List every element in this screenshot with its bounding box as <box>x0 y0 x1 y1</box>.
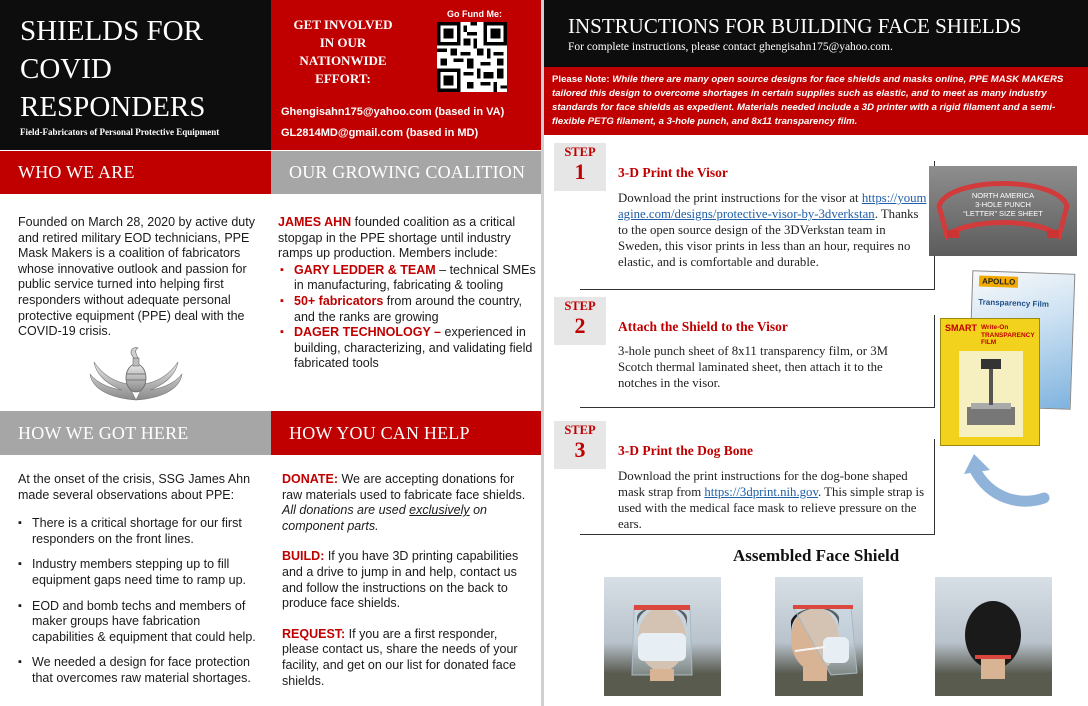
list-item: ▪ There is a critical shortage for our first responders on the front lines. <box>18 516 258 547</box>
request-paragraph <box>282 627 532 689</box>
step-3-title: 3-D Print the Dog Bone <box>618 443 753 458</box>
step-number: 2 <box>574 313 586 338</box>
step-1-title: 3-D Print the Visor <box>618 165 728 180</box>
build-paragraph <box>282 549 532 611</box>
list-item <box>280 325 536 372</box>
list-item <box>280 294 536 325</box>
get-involved-line: EFFORT: <box>315 71 371 86</box>
step-3-text <box>618 468 930 532</box>
step-3-badge <box>554 421 606 469</box>
page-title <box>20 12 205 126</box>
get-involved-line: GET INVOLVED <box>293 17 393 32</box>
qr-code-icon[interactable] <box>437 22 507 92</box>
donate-note-b: exclusively <box>409 503 470 518</box>
note-text: While there are many open source designs for face shields and masks online, PPE MASK MAKERS tailored this design to overcome shortages in certain supplies such as elastic, and to meet as many industry standards for face shields as expedient. Materials needed include a 3D printer with a rigid filament and a semi-flexible PETG filament, a 3-hole punch, and 8x11 transparency film. <box>552 74 1064 127</box>
coalition-text <box>278 215 536 372</box>
member-desc: experienced in building, characterizing, and validating field fabricated tools <box>294 325 533 371</box>
step-2-text: 3-hole punch sheet of 8x11 transparency film, or 3M Scotch thermal laminated sheet, then attach it to the notches in the visor. <box>618 344 888 390</box>
title-line: COVID <box>20 53 112 85</box>
request-label: REQUEST: <box>282 626 346 641</box>
step-2-title: Attach the Shield to the Visor <box>618 319 788 334</box>
donate-label: DONATE: <box>282 472 339 486</box>
member-desc: – technical SMEs in manufacturing, fabricating & tooling <box>294 262 536 293</box>
step-2-badge <box>554 297 606 345</box>
dog-bone-download-link[interactable]: https://3dprint.nih.gov <box>704 485 819 499</box>
how-we-got-here-intro: At the onset of the crisis, SSG James Ahn made several observations about PPE: <box>18 472 251 502</box>
who-we-are-header: WHO WE ARE <box>0 151 271 194</box>
coalition-list <box>280 263 536 372</box>
assembled-title: Assembled Face Shield <box>733 546 900 565</box>
list-item: ▪ We needed a design for face protection that overcomes raw material shortages. <box>18 655 258 686</box>
note-label: Please Note: <box>552 74 610 85</box>
coalition-founder: JAMES AHN <box>278 215 352 229</box>
donate-note-a: All donations are used <box>282 503 410 518</box>
step-number: 3 <box>574 437 586 462</box>
get-involved-heading <box>279 16 407 88</box>
how-you-can-help-text <box>282 472 532 689</box>
donate-paragraph <box>282 472 532 534</box>
instructions-subtitle: For complete instructions, please contact ghengisahn175@yahoo.com. <box>568 41 893 53</box>
observations-list <box>18 516 258 686</box>
member-desc: from around the country, and the ranks are growing <box>294 293 523 324</box>
visor-caption <box>929 191 1077 218</box>
visor-image <box>929 166 1077 256</box>
request-text: If you are a first responder, please contact us, share the needs of your facility, and get on our list for donated face shields. <box>282 626 518 688</box>
step-3-pre: Download the print instructions for the dog-bone shaped mask strap from <box>618 469 908 499</box>
step-1-post: . Thanks to the open source design of the 3DVerkstan team in Sweden, this visor prints in less than an hour, requires no elastic, and is comfortable and durable. <box>618 207 919 269</box>
list-item: ▪ Industry members stepping up to fill equipment gaps need time to ramp up. <box>18 557 258 588</box>
get-involved-line: NATIONWIDE <box>299 53 387 68</box>
smart-brand: SMART <box>945 323 977 333</box>
step-3-post: . This simple strap is used with the medical face mask to relieve pressure on the ears. <box>618 485 925 531</box>
visor-caption-line: 3-HOLE PUNCH <box>975 200 1031 209</box>
page-subtitle: Field-Fabricators of Personal Protective Equipment <box>20 127 220 137</box>
get-involved-line: IN OUR <box>319 35 367 50</box>
get-involved-block <box>271 0 541 150</box>
contact-email-va[interactable]: Ghengisahn175@yahoo.com (based in VA) <box>281 106 505 118</box>
coalition-intro <box>278 215 536 262</box>
build-label: BUILD: <box>282 549 325 564</box>
instructions-title: INSTRUCTIONS FOR BUILDING FACE SHIELDS <box>568 14 1022 38</box>
how-we-got-here-text <box>18 472 258 687</box>
coalition-header: OUR GROWING COALITION <box>271 151 541 194</box>
step-1-badge <box>554 143 606 191</box>
smart-film-box <box>940 318 1040 446</box>
projector-image <box>959 351 1023 437</box>
list-item: ▪ EOD and bomb techs and members of maker groups have fabrication capabilities & equipment that could help. <box>18 599 258 646</box>
step-number: 1 <box>574 159 586 184</box>
member-name: GARY LEDDER & TEAM <box>294 262 436 277</box>
face-shield-photo-back <box>935 577 1052 696</box>
coalition-intro-rest: founded coalition as a critical stopgap in the PPE shortage until industry ramps up production. Members include: <box>278 215 516 261</box>
build-text: If you have 3D printing capabilities and a drive to jump in and help, contact us and follow the instructions on the back to produce face shields. <box>282 549 519 611</box>
face-shield-photo-front <box>604 577 721 696</box>
list-item <box>280 263 536 294</box>
step-label: STEP <box>564 299 596 313</box>
step-1-pre: Download the print instructions for the visor at <box>618 191 862 205</box>
contact-email-md[interactable]: GL2814MD@gmail.com (based in MD) <box>281 127 479 139</box>
member-name: DAGER TECHNOLOGY – <box>294 325 442 340</box>
apollo-film-label: Transparency Film <box>978 297 1050 309</box>
visor-caption-line: “LETTER” SIZE SHEET <box>963 209 1043 218</box>
step-label: STEP <box>564 145 596 159</box>
step-label: STEP <box>564 423 596 437</box>
gofund-label: Go Fund Me: <box>447 9 502 19</box>
instructions-title-block <box>544 0 1088 67</box>
title-line: RESPONDERS <box>20 91 206 123</box>
title-line: SHIELDS FOR <box>20 15 203 47</box>
title-block <box>0 0 271 150</box>
face-shield-photo-side <box>775 577 863 696</box>
how-you-can-help-header: HOW YOU CAN HELP <box>271 411 541 455</box>
how-we-got-here-header: HOW WE GOT HERE <box>0 411 271 455</box>
member-name: 50+ fabricators <box>294 293 384 308</box>
visor-caption-line: NORTH AMERICA <box>971 191 1035 200</box>
who-we-are-text: Founded on March 28, 2020 by active duty and retired military EOD technicians, PPE Mask Makers is a coalition of fabricators whose innovative outlook and passion for public service turned into helping first responders without adequate personal protective equipment (PPE) deal with the COVID-19 crisis. <box>18 215 255 339</box>
smart-film-label: Write-On TRANSPARENCY FILM <box>981 324 1035 346</box>
curved-arrow-icon <box>960 452 1056 518</box>
apollo-brand: APOLLO <box>979 275 1019 287</box>
visor-download-link[interactable]: https://youmagine.com/designs/protective-visor-by-3dverkstan <box>618 191 927 221</box>
eod-badge-icon <box>88 344 184 402</box>
donate-note-c: on component parts. <box>282 503 487 533</box>
step-1-text <box>618 190 928 270</box>
donate-note <box>282 503 532 534</box>
note-banner <box>544 67 1088 135</box>
donate-text: We are accepting donations for raw materials used to fabricate face shields. <box>282 472 526 502</box>
